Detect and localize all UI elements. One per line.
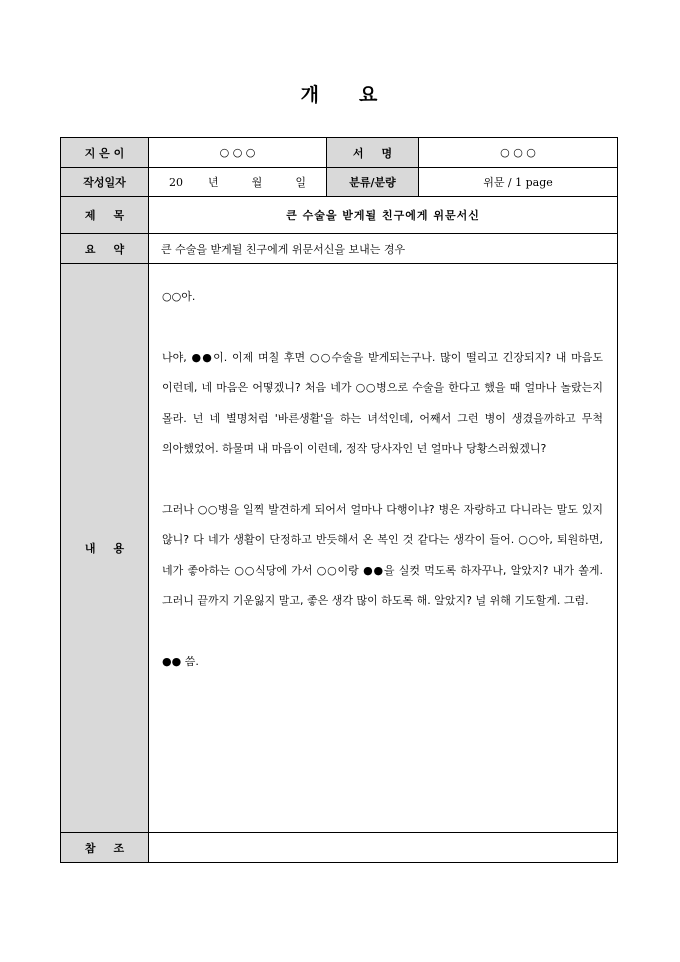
summary-value: 큰 수술을 받게될 친구에게 위문서신을 보내는 경우 — [149, 234, 618, 264]
date-year-unit: 년 — [208, 176, 219, 189]
reference-label: 참 조 — [61, 833, 149, 863]
title-part-1: 개 — [300, 84, 321, 106]
date-year: 20 — [169, 176, 184, 189]
subject-value: 큰 수술을 받게될 친구에게 위문서신 — [149, 197, 618, 234]
content-greeting: ○○아. — [162, 290, 196, 303]
date-day-unit: 일 — [295, 176, 306, 189]
row-content — [61, 264, 618, 833]
content-paragraph-1: 나야, ●●이. 이제 며칠 후면 ○○수술을 받게되는구나. 많이 떨리고 긴장되지? 내 마음도 이런데, 네 마음은 어떻겠니? 처음 네가 ○○병으로 수술을 한다고 했을 때 얼마나 놀랐는지 몰라. 넌 네 별명처럼 '바른생활'을 하는 녀석인데, 어째서 그런 병이 생겼을까하고 무척 의아했었어. 하물며 내 마음이 이런데, 정작 당사자인 넌 얼마나 당황스러웠겠니? — [162, 350, 603, 455]
row-summary — [61, 234, 618, 264]
content-body — [149, 264, 618, 833]
row-reference — [61, 833, 618, 863]
summary-form-table — [60, 137, 618, 863]
date-value — [149, 168, 327, 197]
row-date — [61, 168, 618, 197]
date-month-unit: 월 — [251, 176, 263, 189]
category-label: 분류/분량 — [327, 168, 419, 197]
content-closing: ●● 씀. — [162, 654, 199, 668]
title-part-2: 요 — [359, 84, 380, 106]
subject-label: 제 목 — [61, 197, 149, 234]
summary-label: 요 약 — [61, 234, 149, 264]
content-label: 내 용 — [61, 264, 149, 833]
row-subject — [61, 197, 618, 234]
signature-value: ○ ○ ○ — [419, 138, 618, 168]
reference-value — [149, 833, 618, 863]
row-author — [61, 138, 618, 168]
content-paragraph-2: 그러나 ○○병을 일찍 발견하게 되어서 얼마나 다행이냐? 병은 자랑하고 다니라는 말도 있지 않니? 다 네가 생활이 단정하고 반듯해서 온 복인 것 같다는 생각이 들어. ○○아, 퇴원하면, 네가 좋아하는 ○○식당에 가서 ○○이랑 ●●을 실컷 먹도록 하자꾸나, 알았지? 내가 쏠게. 그러니 끝까지 기운잃지 말고, 좋은 생각 많이 하도록 해. 알았지? 널 위해 기도할게. 그럼. — [162, 502, 603, 607]
date-label: 작성일자 — [61, 168, 149, 197]
author-label: 지 은 이 — [61, 138, 149, 168]
signature-label: 서 명 — [327, 138, 419, 168]
category-value: 위문 / 1 page — [419, 168, 618, 197]
page-title — [0, 80, 680, 107]
author-value: ○ ○ ○ — [149, 138, 327, 168]
